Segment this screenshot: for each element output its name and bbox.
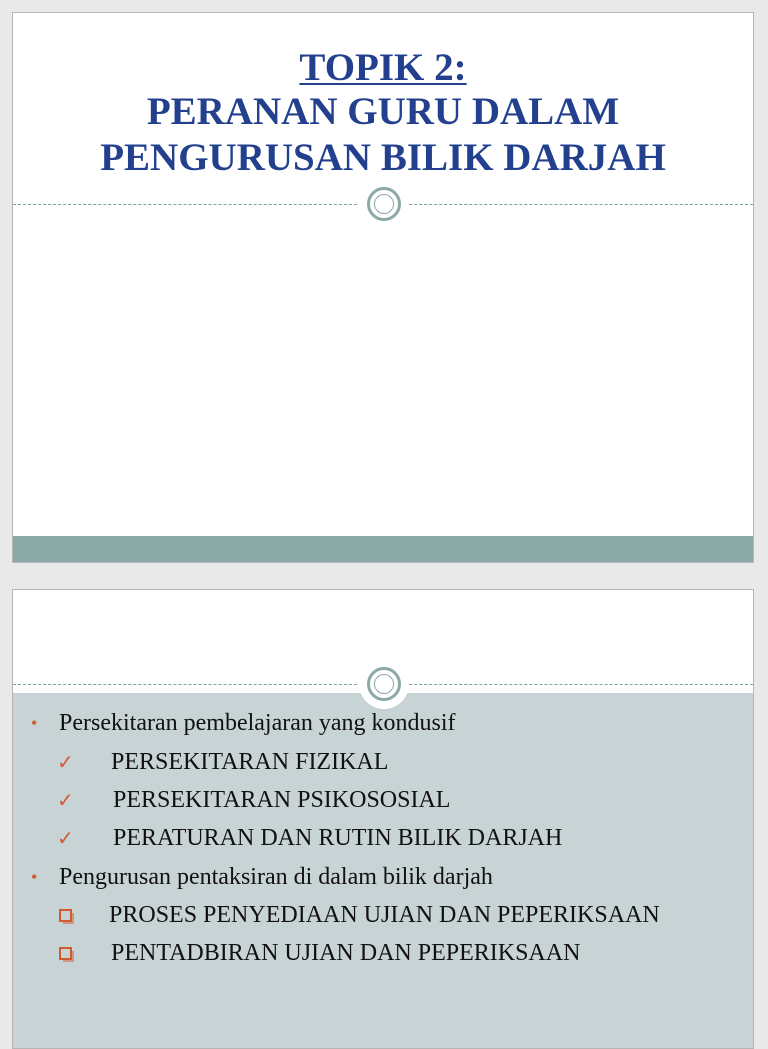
footer-bar	[13, 536, 753, 562]
title-slide	[12, 12, 754, 563]
square-box-icon	[59, 909, 72, 922]
list-item	[13, 938, 753, 968]
slide-title	[13, 47, 753, 181]
list-item	[13, 785, 753, 815]
list-item-text: Persekitaran pembelajaran yang kondusif	[59, 710, 456, 736]
content-slide	[12, 589, 754, 1049]
square-box-icon	[59, 947, 72, 960]
title-heading-line2: PENGURUSAN BILIK DARJAH	[100, 136, 666, 179]
list-item	[13, 747, 753, 777]
checkmark-icon: ✓	[57, 788, 74, 812]
ring-ornament-icon	[367, 667, 401, 701]
list-item	[13, 862, 753, 892]
list-item-text: Pengurusan pentaksiran di dalam bilik darjah	[59, 864, 493, 890]
title-topic: TOPIK 2:	[299, 46, 467, 89]
bullet-dot-icon: •	[31, 713, 38, 733]
checkmark-icon: ✓	[57, 826, 74, 850]
checkmark-icon: ✓	[57, 750, 74, 774]
list-item	[13, 823, 753, 853]
list-item-text: PROSES PENYEDIAAN UJIAN DAN PEPERIKSAAN	[109, 902, 660, 928]
list-item-text: PERSEKITARAN FIZIKAL	[111, 749, 389, 775]
list-item-text: PENTADBIRAN UJIAN DAN PEPERIKSAAN	[111, 940, 581, 966]
list-item-text: PERATURAN DAN RUTIN BILIK DARJAH	[113, 825, 563, 851]
list-item	[13, 900, 753, 930]
bullet-dot-icon: •	[31, 867, 38, 887]
title-heading-line1: PERANAN GURU DALAM	[146, 90, 620, 133]
list-item	[13, 708, 753, 738]
list-item-text: PERSEKITARAN PSIKOSOSIAL	[113, 787, 451, 813]
ring-ornament-icon	[367, 187, 401, 221]
